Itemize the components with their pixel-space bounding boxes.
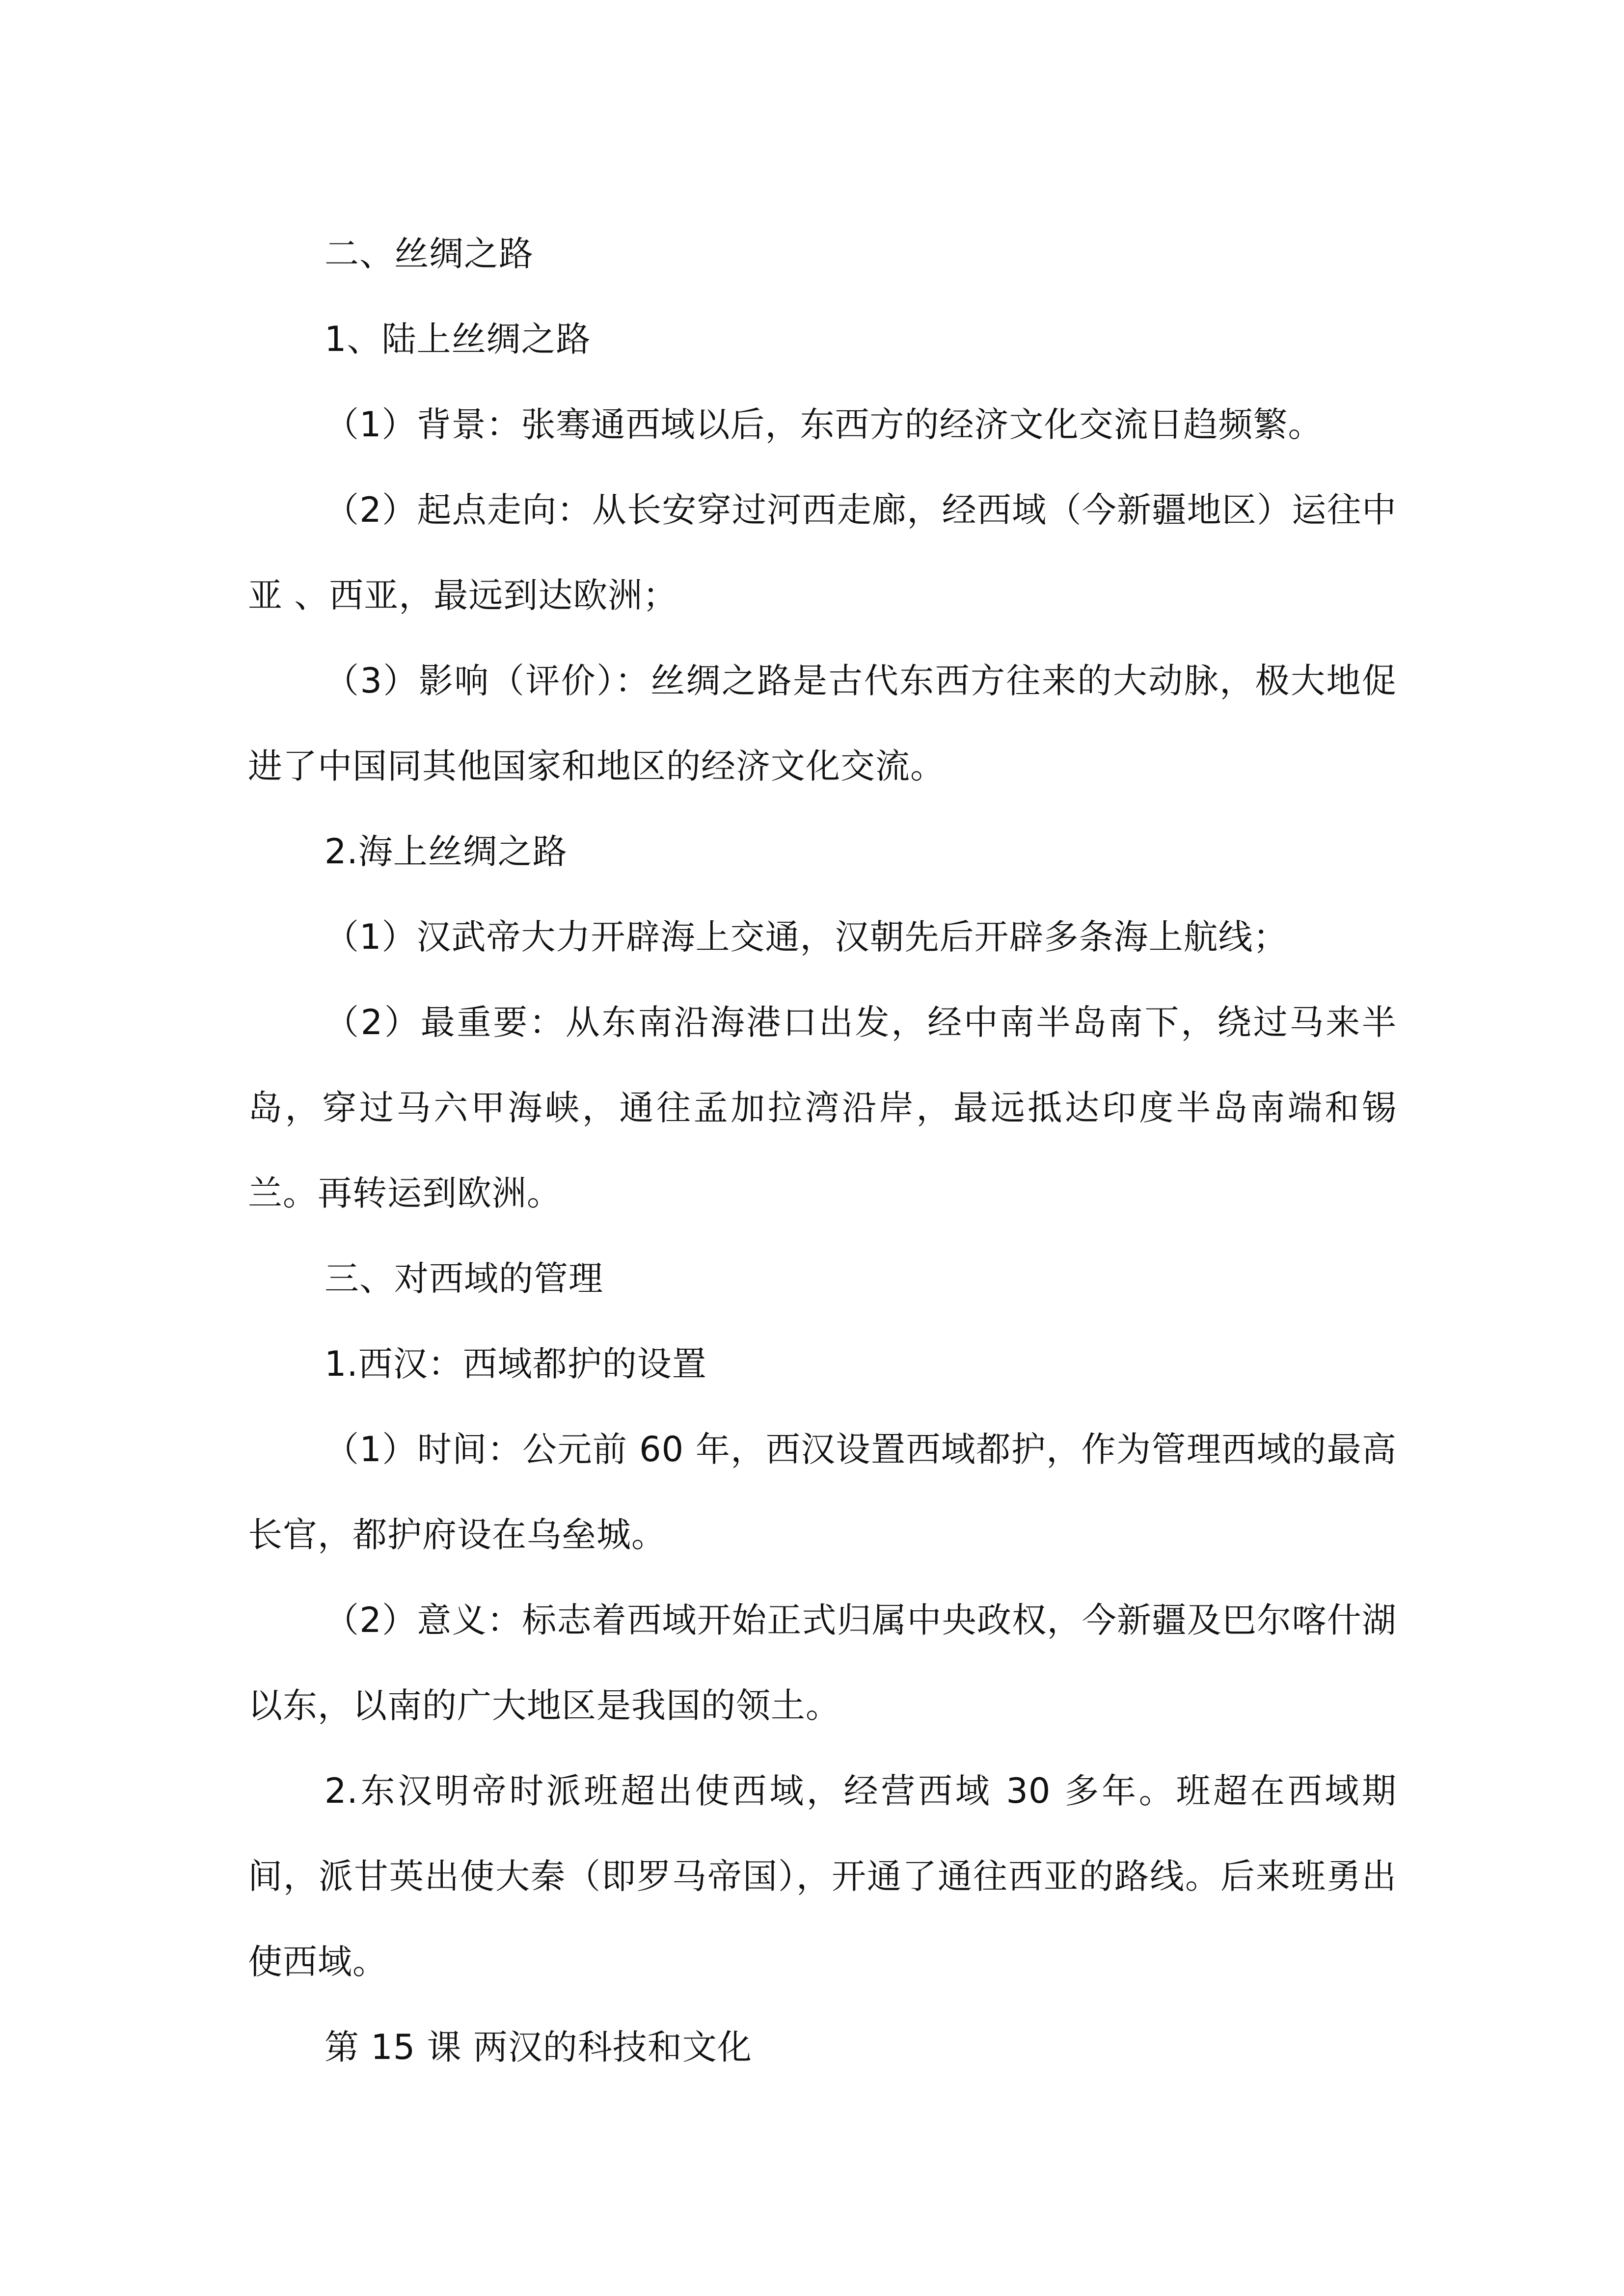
subheading-protectorate: 1.西汉：西域都护的设置 bbox=[325, 1344, 707, 1384]
section-heading-western-regions: 三、对西域的管理 bbox=[325, 1258, 603, 1299]
paragraph-maritime-most-important: （2）最重要：从东南沿海港口出发，经中南半岛南下，绕过马来半岛，穿过马六甲海峡，通往孟加拉湾沿岸，最远抵达印度半岛南端和锡兰。再转运到欧洲。 bbox=[248, 1002, 1397, 1213]
lesson-heading: 第 15 课 两汉的科技和文化 bbox=[325, 2027, 752, 2067]
document-body bbox=[248, 211, 1397, 2090]
paragraph-land-route: （2）起点走向：从长安穿过河西走廊，经西域（今新疆地区）运往中亚 、西亚，最远到达欧洲； bbox=[248, 490, 1397, 615]
subheading-maritime-silk-road: 2.海上丝绸之路 bbox=[325, 831, 568, 872]
subheading-land-silk-road: 1、陆上丝绸之路 bbox=[325, 319, 591, 359]
paragraph-land-background: （1）背景：张骞通西域以后，东西方的经济文化交流日趋频繁。 bbox=[325, 404, 1323, 445]
paragraph-land-impact: （3）影响（评价）：丝绸之路是古代东西方往来的大动脉，极大地促进了中国同其他国家和地区的经济文化交流。 bbox=[248, 661, 1397, 786]
paragraph-ban-chao: 2.东汉明帝时派班超出使西域，经营西域 30 多年。班超在西域期间，派甘英出使大秦（即罗马帝国），开通了通往西亚的路线。后来班勇出使西域。 bbox=[248, 1771, 1397, 1982]
section-heading-silk-road: 二、丝绸之路 bbox=[325, 234, 534, 274]
paragraph-maritime-routes: （1）汉武帝大力开辟海上交通，汉朝先后开辟多条海上航线； bbox=[325, 917, 1288, 957]
paragraph-protectorate-time: （1）时间：公元前 60 年，西汉设置西域都护，作为管理西域的最高长官，都护府设在乌垒城。 bbox=[248, 1429, 1397, 1555]
paragraph-protectorate-significance: （2）意义：标志着西域开始正式归属中央政权，今新疆及巴尔喀什湖以东，以南的广大地区是我国的领土。 bbox=[248, 1600, 1397, 1726]
